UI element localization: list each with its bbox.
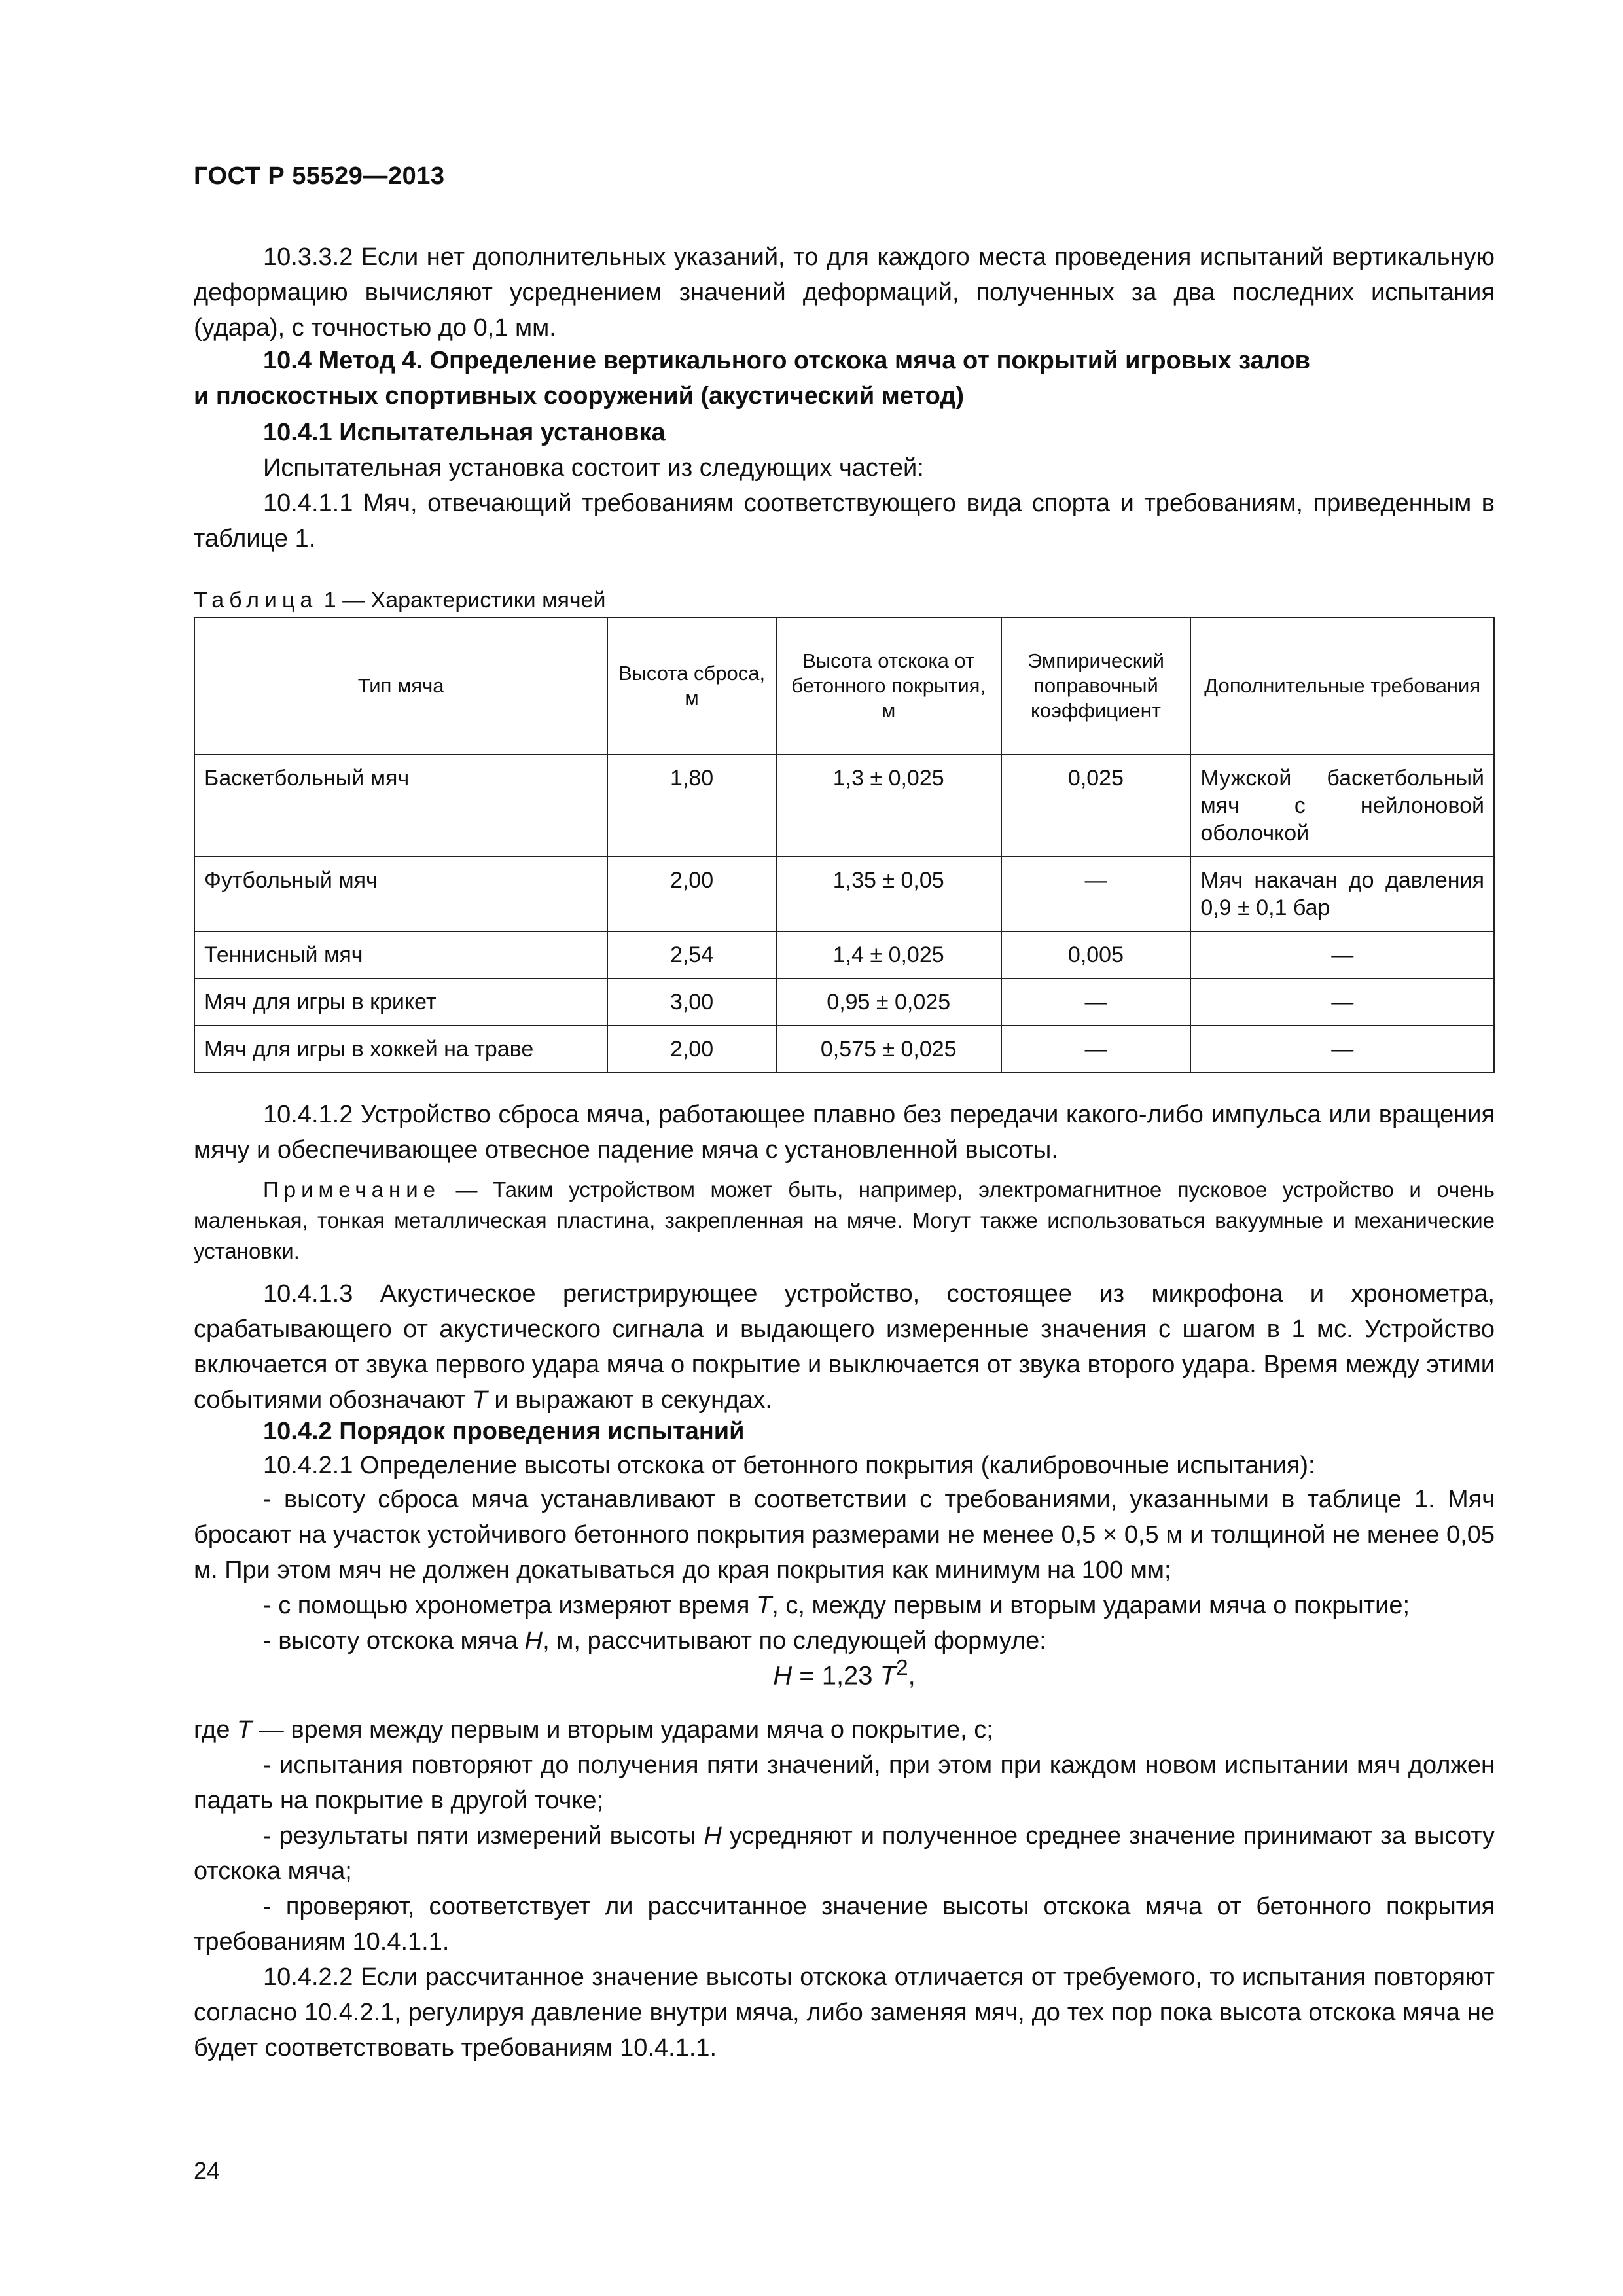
note (194, 1174, 1495, 1266)
paragraph-10-4-2-1: 10.4.2.1 Определение высоты отскока от бетонного покрытия (калибровочные испытания): (263, 1452, 1315, 1479)
table-cell: — (1001, 857, 1191, 931)
list-item (194, 1623, 1495, 1659)
variable-h: H (704, 1822, 722, 1850)
paragraph-10-4-1-3-text: 10.4.1.3 Акустическое регистрирующее устройство, состоящее из микрофона и хронометра, срабатывающего от акустического сигнала и выдающего измеренные значения с шагом в 1 мс. Устройство включается от звука первого удара мяча о покрытие и выключается от звука второго удара. Время между этими событиями обозначают (194, 1280, 1495, 1414)
list-item (194, 1588, 1495, 1623)
list-item: - высоту сброса мяча устанавливают в соответствии с требованиями, указанными в таблице 1. Мяч бросают на участок устойчивого бетонного покрытия размерами не менее 0,5 × 0,5 м и толщиной не менее 0,05 м. При этом мяч не должен докатываться до края покрытия как минимум на 100 мм; (194, 1486, 1495, 1584)
list-item-text: усредняют и полученное среднее значение принимают за высоту отскока мяча; (194, 1822, 1495, 1885)
variable-t: T (472, 1386, 488, 1414)
where-text: — время между первым и вторым ударами мяча о покрытие, с; (252, 1716, 993, 1744)
variable-t: T (757, 1592, 772, 1619)
ball-characteristics-table (194, 617, 1495, 1073)
table-cell: 1,3 ± 0,025 (776, 755, 1001, 857)
table-header-cell: Тип мяча (194, 617, 607, 755)
list-item: - проверяют, соответствует ли рассчитанное значение высоты отскока мяча от бетонного покрытия требованиям 10.4.1.1. (194, 1893, 1495, 1956)
list-item: - испытания повторяют до получения пяти значений, при этом при каждом новом испытании мяч должен падать на покрытие в другой точке; (194, 1751, 1495, 1814)
section-heading-10-4 (194, 343, 1495, 414)
table-cell: Футбольный мяч (194, 857, 607, 931)
table-cell: — (1190, 1026, 1494, 1073)
list-item-text: - с помощью хронометра измеряют время (263, 1592, 757, 1619)
list-item-text: - результаты пяти измерений высоты (263, 1822, 704, 1850)
paragraph-setup: Испытательная установка состоит из следующих частей: (263, 454, 924, 482)
table-cell: 1,35 ± 0,05 (776, 857, 1001, 931)
section-heading-10-4-line2: и плоскостных спортивных сооружений (акустический метод) (194, 382, 965, 410)
list-item (194, 1818, 1495, 1889)
table-header-cell: Высота сброса, м (607, 617, 776, 755)
where-prefix: где (194, 1716, 238, 1744)
table-cell: Мяч для игры в хоккей на траве (194, 1026, 607, 1073)
table-cell: 2,54 (607, 931, 776, 978)
table-cell: 2,00 (607, 857, 776, 931)
paragraph-10-4-2-2: 10.4.2.2 Если рассчитанное значение высоты отскока отличается от требуемого, то испытания повторяют согласно 10.4.2.1, регулируя давление внутри мяча, либо заменяя мяч, до тех пор пока высота отскока мяча не будет соответствовать требованиям 10.4.1.1. (194, 1964, 1495, 2062)
table-caption (194, 588, 606, 613)
note-label: Примечание (263, 1177, 441, 1202)
table-cell: 0,95 ± 0,025 (776, 978, 1001, 1026)
subsection-heading-10-4-2: 10.4.2 Порядок проведения испытаний (263, 1418, 745, 1445)
table-caption-label: Таблица (194, 588, 318, 613)
table-cell: — (1001, 978, 1191, 1026)
table-cell: — (1190, 931, 1494, 978)
formula-end: , (908, 1661, 916, 1691)
list-item-text: , с, между первым и вторым ударами мяча о покрытие; (772, 1592, 1410, 1619)
formula-bounce-height (194, 1656, 1495, 1691)
table-cell: 0,025 (1001, 755, 1191, 857)
variable-t: T (237, 1716, 253, 1744)
table-cell: 2,00 (607, 1026, 776, 1073)
paragraph-10-3-3-2: 10.3.3.2 Если нет дополнительных указаний, то для каждого места проведения испытаний вертикальную деформацию вычисляют усреднением значений деформаций, полученных за два последних испытания (удара), с точностью до 0,1 мм. (194, 243, 1495, 342)
list-item-text: - высоту отскока мяча (263, 1627, 525, 1655)
table-row (194, 857, 1494, 931)
paragraph-10-4-1-2: 10.4.1.2 Устройство сброса мяча, работающее плавно без передачи какого-либо импульса или вращения мячу и обеспечивающее отвесное падение мяча с установленной высоты. (194, 1101, 1495, 1164)
paragraph-10-4-1-3 (194, 1276, 1495, 1418)
table-cell: Теннисный мяч (194, 931, 607, 978)
table-row (194, 978, 1494, 1026)
table-header-cell: Эмпирический поправочный коэффициент (1001, 617, 1191, 755)
table-cell: Мужской баскетбольный мяч с нейлоновой оболочкой (1190, 755, 1494, 857)
table-row (194, 755, 1494, 857)
document-header: ГОСТ Р 55529—2013 (194, 162, 445, 190)
table-header-cell: Высота отскока от бетонного покрытия, м (776, 617, 1001, 755)
table-cell: — (1001, 1026, 1191, 1073)
table-cell: — (1190, 978, 1494, 1026)
note-text: — Таким устройством может быть, например, электромагнитное пусковое устройство и очень маленькая, тонкая металлическая пластина, закрепленная на мяче. Могут также использоваться вакуумные и механические установки. (194, 1177, 1495, 1263)
formula-exponent: 2 (896, 1656, 908, 1680)
table-cell: Баскетбольный мяч (194, 755, 607, 857)
table-header-row (194, 617, 1494, 755)
paragraph-10-4-1-3-end: и выражают в секундах. (487, 1386, 772, 1414)
formula-var: T (880, 1661, 897, 1691)
table-row (194, 931, 1494, 978)
page-number: 24 (194, 2157, 221, 2184)
table-cell: 3,00 (607, 978, 776, 1026)
formula-explanation (194, 1712, 1495, 1748)
formula-lhs: H (773, 1661, 793, 1691)
table-header-cell: Дополнительные требования (1190, 617, 1494, 755)
table-cell: Мяч накачан до давления 0,9 ± 0,1 бар (1190, 857, 1494, 931)
table-cell: Мяч для игры в крикет (194, 978, 607, 1026)
paragraph-10-4-1-1: 10.4.1.1 Мяч, отвечающий требованиям соответствующего вида спорта и требованиям, приведенным в таблице 1. (194, 490, 1495, 552)
table-caption-title: 1 — Характеристики мячей (317, 588, 606, 613)
list-item-text: , м, рассчитывают по следующей формуле: (543, 1627, 1046, 1655)
table-row (194, 1026, 1494, 1073)
formula-mid: = 1,23 (792, 1661, 880, 1691)
subsection-heading-10-4-1: 10.4.1 Испытательная установка (263, 419, 666, 446)
table-cell: 1,80 (607, 755, 776, 857)
table-cell: 0,005 (1001, 931, 1191, 978)
table-cell: 0,575 ± 0,025 (776, 1026, 1001, 1073)
variable-h: H (524, 1627, 543, 1655)
section-heading-10-4-line1: 10.4 Метод 4. Определение вертикального отскока мяча от покрытий игровых залов (263, 347, 1311, 374)
table-cell: 1,4 ± 0,025 (776, 931, 1001, 978)
